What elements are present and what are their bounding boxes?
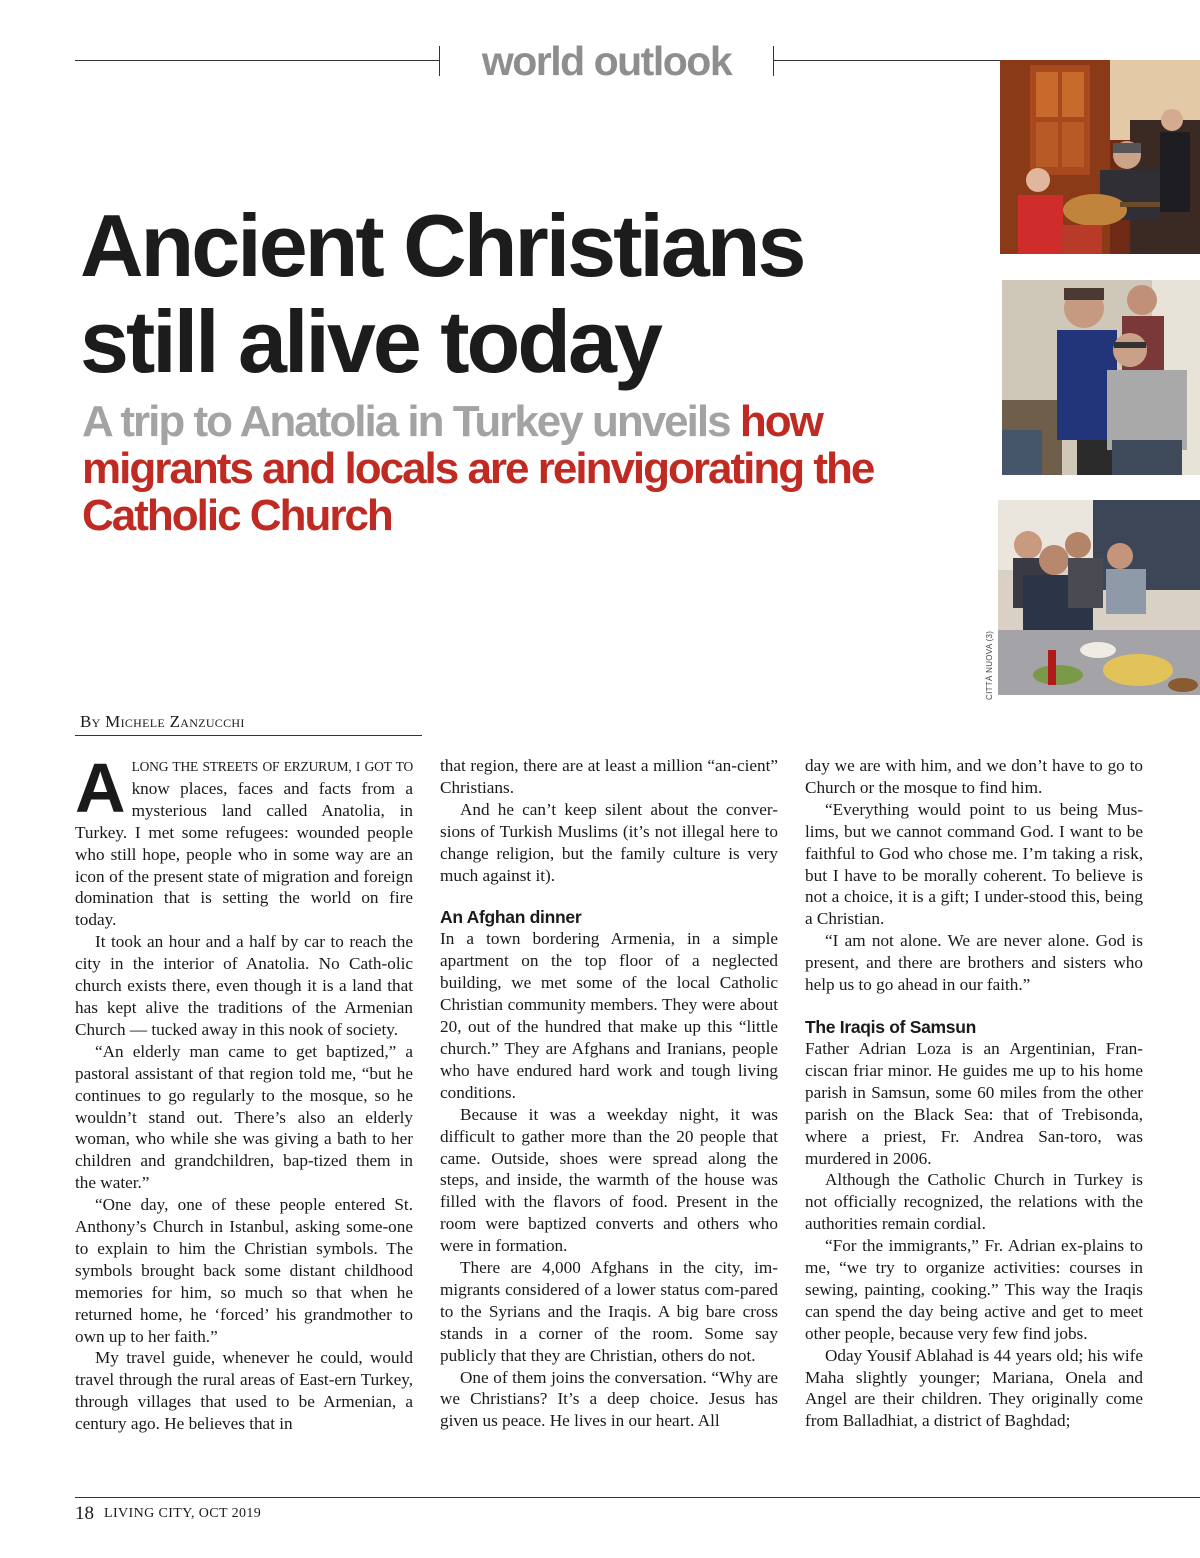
paragraph: Father Adrian Loza is an Argentinian, Fran-ciscan friar minor. He guides me up to his home parish in Samsun, some 60 miles from the other parish on the Black Sea: that of Trebisonda, where a priest, Fr. Andrea San-toro, was murdered in 2006. — [805, 1038, 1143, 1168]
deck-grey-text: A trip to Anatolia in Turkey unveils — [82, 397, 730, 446]
drop-cap: A — [75, 749, 126, 827]
header-divider-right — [773, 46, 774, 76]
photo-guitar-gathering — [1000, 60, 1200, 254]
article-headline — [80, 198, 803, 390]
paragraph: My travel guide, whenever he could, would travel through the rural areas of East-ern Turkey, through villages that used to be Armenian, a century ago. He believes that in — [75, 1348, 413, 1434]
paragraph: “An elderly man came to get baptized,” a pastoral assistant of that region told me, “but he continues to go regularly to the mosque, so he wouldn’t stand out. There’s also an elderly woman, who while she was giving a bath to her children and grandchildren, bap-tized them in the water.” — [75, 1041, 413, 1193]
photo-credit: CITTÀ NUOVA (3) — [985, 630, 994, 700]
lead-in-caps: LONG THE STREETS OF ERZURUM, I GOT TO — [131, 759, 413, 774]
paragraph: One of them joins the conversation. “Why are we Christians? It’s a deep choice. Jesus has given us peace. He lives in our heart. All — [440, 1367, 778, 1431]
subheading-afghan-dinner: An Afghan dinner — [440, 907, 582, 928]
deck-red-text: how migrants and locals are reinvigorating the Catholic Church — [82, 397, 874, 540]
paragraph: There are 4,000 Afghans in the city, im-migrants considered of a lower status com-pared to the Syrians and the Iraqis. A big bare cross stands in a corner of the room. Some say publicly that they are Christian, others do not. — [440, 1258, 778, 1365]
paragraph: “For the immigrants,” Fr. Adrian ex-plains to me, “we try to organize activities: courses in sewing, painting, cooking.” This way the Iraqis can spend the day being active and get to meet other people, because very few find jobs. — [805, 1236, 1143, 1343]
paragraph: “I am not alone. We are never alone. God is present, and there are brothers and sisters who help us to go ahead in our faith.” — [805, 931, 1143, 995]
header-rule-right — [773, 60, 1003, 61]
paragraph-text: know places, faces and facts from a mysterious land called Anatolia, in Turkey. I met some refugees: wounded people who still hope, people who in some way are an icon of the present state of migration and foreign domination that is setting the world on fire today. — [75, 778, 413, 930]
subheading-iraqis-of-samsun: The Iraqis of Samsun — [805, 1016, 976, 1037]
headline-line-2: still alive today — [80, 292, 660, 391]
paragraph: In a town bordering Armenia, in a simple apartment on the top floor of a neglected building, we met some of the local Catholic Christian community members. They were about 20, out of the hundred that make up this “little church.” They are Afghans and Iranians, people who have endured hard work and tough living conditions. — [440, 929, 778, 1102]
paragraph — [75, 749, 413, 931]
photo-shared-meal — [998, 500, 1200, 695]
footer-rule — [75, 1497, 1200, 1498]
paragraph: Because it was a weekday night, it was difficult to gather more than the 20 people that came. Outside, shoes were spread along the steps, and inside, the warmth of the house was filled with the flavors of food. Present in the room were baptized converts and others who were in formation. — [440, 1104, 778, 1256]
header-rule-left — [75, 60, 440, 61]
article-column-3 — [805, 755, 1143, 1432]
headline-line-1: Ancient Christians — [80, 196, 804, 295]
paragraph: “One day, one of these people entered St. Anthony’s Church in Istanbul, asking some-one to explain to him the Christian symbols. The symbols brought back some distant childhood memories for him, so much so that when he returned home, he ‘forced’ his grandmother to own up to her faith.” — [75, 1195, 413, 1346]
paragraph: that region, there are at least a million “an-cient” Christians. — [440, 756, 778, 797]
publication-title: LIVING CITY, OCT 2019 — [104, 1506, 262, 1521]
paragraph: “Everything would point to us being Mus-lims, but we cannot command God. I want to be faithful to God who chose me. I’m taking a risk, but I have to be morally coherent. To believe is not a choice, it is a gift; I under-stood this, being a Christian. — [805, 799, 1143, 929]
paragraph: And he can’t keep silent about the conver-sions of Turkish Muslims (it’s not illegal here to change religion, but the family culture is very much against it). — [440, 799, 778, 885]
paragraph: Although the Catholic Church in Turkey is not officially recognized, the relations with the authorities remain cordial. — [805, 1170, 1143, 1234]
paragraph: It took an hour and a half by car to reach the city in the interior of Anatolia. No Cath-olic church exists there, even though it is a land that has kept alive the traditions of the Armenian Church — tucked away in this nook of society. — [75, 932, 413, 1039]
page-number: 18 — [75, 1503, 94, 1524]
photo-family-portrait — [1002, 280, 1200, 475]
article-column-1 — [75, 749, 413, 1435]
byline: By Michele Zanzucchi — [80, 712, 245, 731]
article-deck — [82, 398, 952, 539]
paragraph: Oday Yousif Ablahad is 44 years old; his wife Maha slightly younger; Mariana, Onela and Angel are their children. They originally come from Balladhiat, a district of Baghdad; — [805, 1345, 1143, 1431]
byline-rule — [75, 735, 422, 736]
paragraph: day we are with him, and we don’t have to go to Church or the mosque to find him. — [805, 756, 1143, 797]
section-label: world outlook — [481, 38, 732, 84]
article-column-2 — [440, 755, 778, 1432]
